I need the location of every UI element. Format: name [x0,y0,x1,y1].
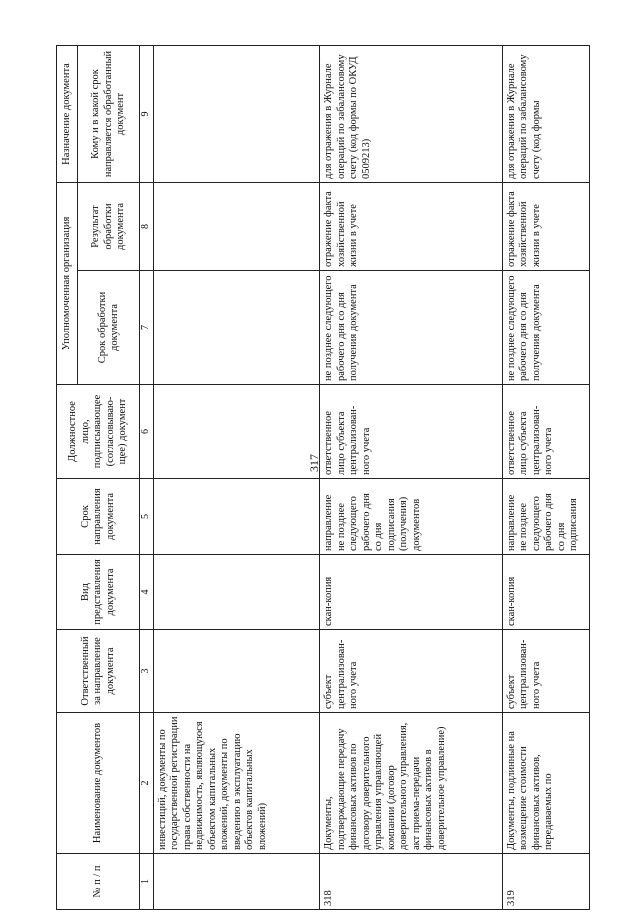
cell-responsible: субъект централизован-ного учета [502,630,589,713]
cell-processing-deadline: не позднее следующего рабочего дня со дня получения документа [320,271,503,385]
column-number: 6 [139,385,153,479]
column-number: 3 [139,630,153,713]
column-number: 5 [139,479,153,555]
cell-processing-result: отражение факта хозяйственной жизни в учете [502,183,589,271]
cell-name: инвестиций, документы по государственной регистрации права собственности на недвижимость, являющуюся объектом капитальных вложений, документы по введению в эксплуатацию объектов капитальных вложений) [153,713,320,854]
header-name: Наименование документов [57,713,140,854]
document-table [56,45,590,910]
column-number: 1 [139,854,153,910]
cell-recipient: для отражения в Журнале операций по забалансовому счету (код формы по ОКУД 0509213) [320,46,503,183]
cell-name: Документы, подлинные на возмещение стоимости финансовых активов, передаваемых по [502,713,589,854]
cell-no [153,854,320,910]
cell-responsible [153,630,320,713]
cell-no: 318 [320,854,503,910]
page-number: 317 [307,454,321,472]
column-number: 8 [139,183,153,271]
column-number: 9 [139,46,153,183]
cell-processing-result [153,183,320,271]
column-number: 7 [139,271,153,385]
header-official: Должностное лицо, подписывающее (согласовываю-щее) документ [57,385,140,479]
cell-view: скан-копия [502,555,589,630]
cell-official [153,385,320,479]
cell-responsible: субъект централизован-ного учета [320,630,503,713]
header-recipient: Кому и в какой срок направляется обработанный документ [78,46,140,183]
cell-processing-deadline: не позднее следующего рабочего дня со дня получения документа [502,271,589,385]
header-processing-result: Результат обработки документа [78,183,140,271]
cell-name: Документы, подтверждающие передачу финансовых активов по договору доверительного управления управляющей компании (договор доверительного управления, акт приема-передачи финансовых активов в доверительное управление) [320,713,503,854]
table-row-318 [320,46,503,910]
header-no: № п / п [57,854,140,910]
cell-view: скан-копия [320,555,503,630]
table-row-319 [502,46,589,910]
cell-processing-result: отражение факта хозяйственной жизни в учете [320,183,503,271]
cell-processing-deadline [153,271,320,385]
header-organization: Уполномоченная организация [57,183,78,385]
cell-recipient: для отражения в Журнале операций по забалансовому счету (код формы [502,46,589,183]
header-view: Вид представления документа [57,555,140,630]
header-processing-deadline: Срок обработки документа [78,271,140,385]
header-deadline: Срок направления документа [57,479,140,555]
cell-deadline: направление не позднее следующего рабочего дня со дня подписания [502,479,589,555]
column-number: 2 [139,713,153,854]
cell-official: ответственное лицо субъекта централизован-ного учета [502,385,589,479]
header-responsible: Ответственный за направление документа [57,630,140,713]
cell-no: 319 [502,854,589,910]
cell-recipient [153,46,320,183]
cell-view [153,555,320,630]
column-number: 4 [139,555,153,630]
table-row-continued [153,46,320,910]
cell-deadline: направление не позднее следующего рабочего дня со дня подписания (получения) документов [320,479,503,555]
header-purpose: Назначение документа [57,46,78,183]
cell-official: ответственное лицо субъекта централизован-ного учета [320,385,503,479]
cell-deadline [153,479,320,555]
